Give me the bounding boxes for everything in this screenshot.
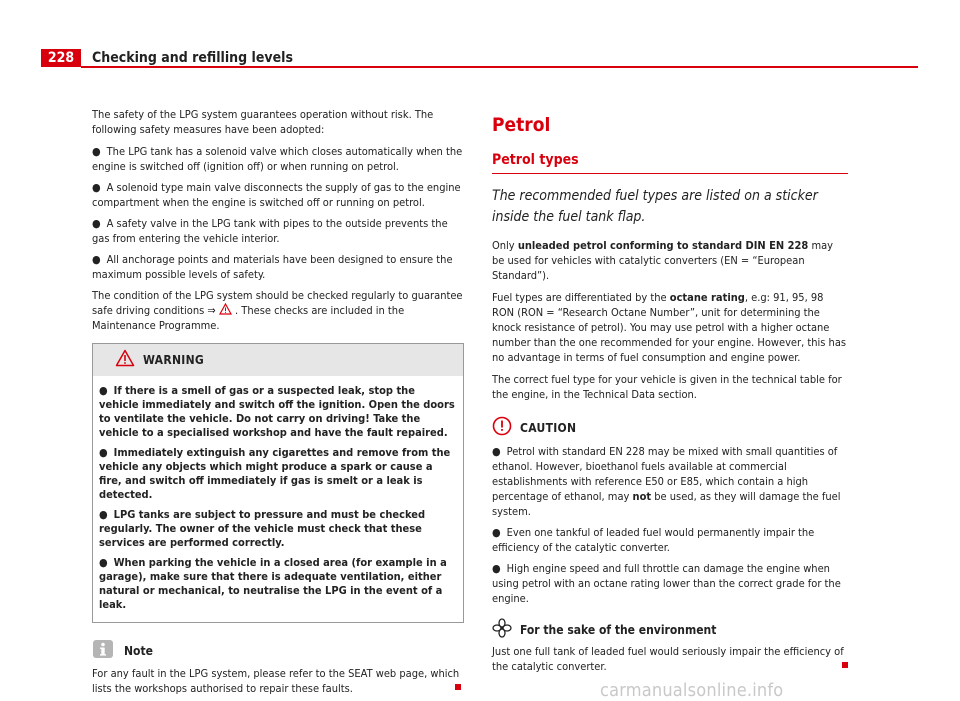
- list-item: ● Petrol with standard EN 228 may be mixed with small quantities of ethanol. However, bioethanol fuels available at commercial establishments with reference E50 or E85, which contain a high percentage of ethanol, may not be used, as they will damage the fuel system.: [492, 445, 841, 518]
- note-text: For any fault in the LPG system, please refer to the SEAT web page, which lists the workshops authorised to repair these faults.: [92, 667, 460, 695]
- list-item: ● When parking the vehicle in a closed area (for example in a garage), make sure that there is adequate ventilation, either natural or mechanical, to neutralise the LPG in the event of a leak.: [99, 556, 447, 611]
- page-number: 228: [47, 50, 75, 66]
- left-column: [92, 107, 464, 696]
- lead-text: The recommended fuel types are listed on a sticker inside the fuel tank flap.: [492, 188, 818, 225]
- check-paragraph: The condition of the LPG system should be checked regularly to guarantee safe driving conditions ⇒ . These checks are included in the Maintenance Programme.: [92, 289, 463, 332]
- end-marker: [842, 662, 848, 668]
- caution-icon: [492, 416, 512, 440]
- list-item: ● Even one tankful of leaded fuel would permanently impair the efficiency of the catalytic converter.: [492, 526, 815, 554]
- paragraph: The correct fuel type for your vehicle is given in the technical table for the engine, in the Technical Data section.: [492, 373, 842, 401]
- section-title: Petrol: [492, 114, 551, 136]
- warning-body: [93, 376, 463, 622]
- paragraph: Only unleaded petrol conforming to standard DIN EN 228 may be used for vehicles with catalytic converters (EN = “European Standard”).: [492, 239, 833, 282]
- list-item: ● All anchorage points and materials have been designed to ensure the maximum possible levels of safety.: [92, 253, 453, 281]
- list-item: ● A safety valve in the LPG tank with pipes to the outside prevents the gas from entering the vehicle interior.: [92, 217, 448, 245]
- warning-icon: [115, 349, 135, 371]
- environment-header: [492, 618, 848, 642]
- list-item: ● High engine speed and full throttle can damage the engine when using petrol with an octane rating lower than the correct grade for the engine.: [492, 562, 841, 605]
- warning-ref-icon[interactable]: [219, 304, 235, 317]
- list-item: ● A solenoid type main valve disconnects the supply of gas to the engine compartment when the engine is switched off or running on petrol.: [92, 181, 461, 209]
- environment-text: Just one full tank of leaded fuel would seriously impair the efficiency of the catalytic converter.: [492, 644, 848, 674]
- leaf-icon: [492, 618, 512, 642]
- note-title: Note: [124, 643, 153, 658]
- end-marker: [455, 684, 461, 690]
- intro-paragraph: The safety of the LPG system guarantees operation without risk. The following safety measures have been adopted:: [92, 108, 434, 136]
- list-item: ● The LPG tank has a solenoid valve which closes automatically when the engine is switched off (ignition off) or when running on petrol.: [92, 145, 463, 173]
- warning-box: [92, 343, 464, 623]
- warning-title: WARNING: [143, 352, 205, 367]
- watermark: carmanualsonline.info: [600, 680, 784, 701]
- right-column: [492, 113, 848, 674]
- list-item: ● If there is a smell of gas or a suspected leak, stop the vehicle immediately and switch off the ignition. Open the doors to ventilate the vehicle. Do not carry on driving! Take the vehicle to a specialised workshop and have the fault repaired.: [99, 384, 455, 439]
- note-header: [92, 639, 464, 663]
- list-item: ● Immediately extinguish any cigarettes and remove from the vehicle any objects which might produce a spark or cause a fire, and switch off immediately if gas is smelt or a leak is detected.: [99, 446, 451, 501]
- paragraph: Fuel types are differentiated by the octane rating, e.g: 91, 95, 98 RON (RON = “Research Octane Number”, unit for determining the knock resistance of petrol). You may use petrol with a higher octane number than the one recommended for your engine. However, this has no advantage in terms of fuel consumption and engine power.: [492, 291, 847, 364]
- warning-header: [93, 344, 463, 376]
- caution-title: CAUTION: [520, 420, 577, 435]
- subsection-title: Petrol types: [492, 152, 579, 168]
- subsection-rule: [492, 173, 848, 174]
- note-icon: [92, 639, 114, 663]
- environment-title: For the sake of the environment: [520, 622, 717, 637]
- list-item: ● LPG tanks are subject to pressure and must be checked regularly. The owner of the vehicle must check that these services are performed correctly.: [99, 508, 426, 549]
- header-rule: [81, 66, 918, 68]
- chapter-title: Checking and refilling levels: [92, 50, 293, 66]
- caution-header: [492, 416, 848, 440]
